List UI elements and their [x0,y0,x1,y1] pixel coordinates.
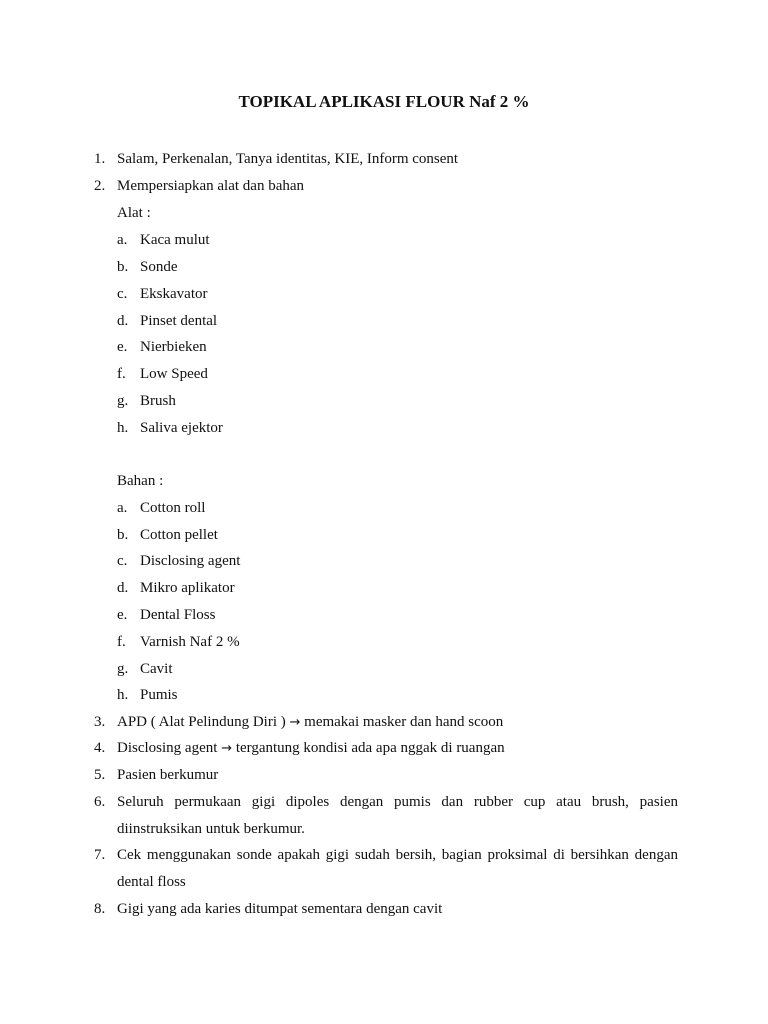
sub-list-letter: e. [117,607,128,623]
list-number: 4. [94,740,106,756]
sub-list-letter: d. [117,313,129,329]
list-item-text-line-2: dental floss [117,874,186,890]
sub-list-letter: h. [117,420,129,436]
list-number: 6. [94,794,106,810]
sub-list-text: Brush [140,393,176,409]
alat-item [0,230,768,250]
list-item-step-1 [0,149,768,169]
list-item-text: Pasien berkumur [117,767,219,783]
bahan-item [0,498,768,518]
sub-list-letter: e. [117,339,128,355]
sub-list-letter: f. [117,634,126,650]
sub-list-text: Nierbieken [140,339,207,355]
list-item-text [117,712,503,733]
text-segment: APD ( Alat Pelindung Diri ) [117,714,290,730]
list-item-step-7-continuation [0,872,768,892]
sub-list-text: Saliva ejektor [140,420,223,436]
list-number: 5. [94,767,106,783]
sub-list-letter: d. [117,580,129,596]
alat-heading [0,203,768,223]
sub-list-text: Cotton roll [140,500,206,516]
sub-list-letter: g. [117,393,129,409]
sub-list-letter: a. [117,500,128,516]
sub-list-text: Sonde [140,259,178,275]
sub-list-letter: f. [117,366,126,382]
list-item-text-line-1: Seluruh permukaan gigi dipoles dengan pumis dan rubber cup atau brush, pasien [117,794,678,810]
list-item-step-6-continuation [0,819,768,839]
sub-list-letter: b. [117,527,129,543]
list-item-text: Mempersiapkan alat dan bahan [117,178,305,194]
list-item-text-line-2: diinstruksikan untuk berkumur. [117,821,305,837]
alat-item [0,284,768,304]
list-item-text: Gigi yang ada karies ditumpat sementara dengan cavit [117,901,443,917]
bahan-item [0,605,768,625]
sub-list-text: Pinset dental [140,313,218,329]
alat-label: Alat : [117,205,151,221]
sub-list-text: Varnish Naf 2 % [140,634,240,650]
list-item-text-line-1: Cek menggunakan sonde apakah gigi sudah bersih, bagian proksimal di bersihkan dengan [117,847,678,863]
sub-list-text: Cavit [140,661,173,677]
bahan-item [0,551,768,571]
list-number: 3. [94,714,106,730]
bahan-item [0,685,768,705]
alat-item [0,418,768,438]
sub-list-text: Cotton pellet [140,527,218,543]
sub-list-text: Kaca mulut [140,232,210,248]
list-item-step-2 [0,176,768,196]
sub-list-text: Disclosing agent [140,553,241,569]
bahan-item [0,525,768,545]
alat-item [0,337,768,357]
sub-list-text: Mikro aplikator [140,580,235,596]
alat-item [0,391,768,411]
text-segment: memakai masker dan hand scoon [300,714,504,730]
list-number: 1. [94,151,106,167]
bahan-heading [0,471,768,491]
list-item-text: Salam, Perkenalan, Tanya identitas, KIE, Inform consent [117,151,459,167]
alat-item [0,257,768,277]
list-number: 8. [94,901,106,917]
sub-list-text: Pumis [140,687,178,703]
list-item-step-3 [0,712,768,732]
sub-list-letter: h. [117,687,129,703]
bahan-label: Bahan : [117,473,164,489]
page-title: TOPIKAL APLIKASI FLOUR Naf 2 % [238,92,530,111]
list-item-step-7 [0,845,768,865]
text-segment: Disclosing agent [117,740,222,756]
sub-list-letter: g. [117,661,129,677]
arrow-right-icon: → [221,741,233,756]
bahan-item [0,578,768,598]
sub-list-text: Dental Floss [140,607,216,623]
sub-list-letter: b. [117,259,129,275]
alat-item [0,364,768,384]
list-number: 7. [94,847,106,863]
list-item-text [117,738,505,759]
sub-list-text: Ekskavator [140,286,208,302]
alat-item [0,311,768,331]
sub-list-letter: c. [117,553,128,569]
sub-list-letter: a. [117,232,128,248]
sub-list-text: Low Speed [140,366,208,382]
list-item-step-4 [0,738,768,758]
sub-list-letter: c. [117,286,128,302]
bahan-item [0,659,768,679]
list-number: 2. [94,178,106,194]
list-item-step-8 [0,899,768,919]
text-segment: tergantung kondisi ada apa nggak di ruangan [232,740,505,756]
list-item-step-5 [0,765,768,785]
bahan-item [0,632,768,652]
arrow-right-icon: → [289,715,301,730]
list-item-step-6 [0,792,768,812]
